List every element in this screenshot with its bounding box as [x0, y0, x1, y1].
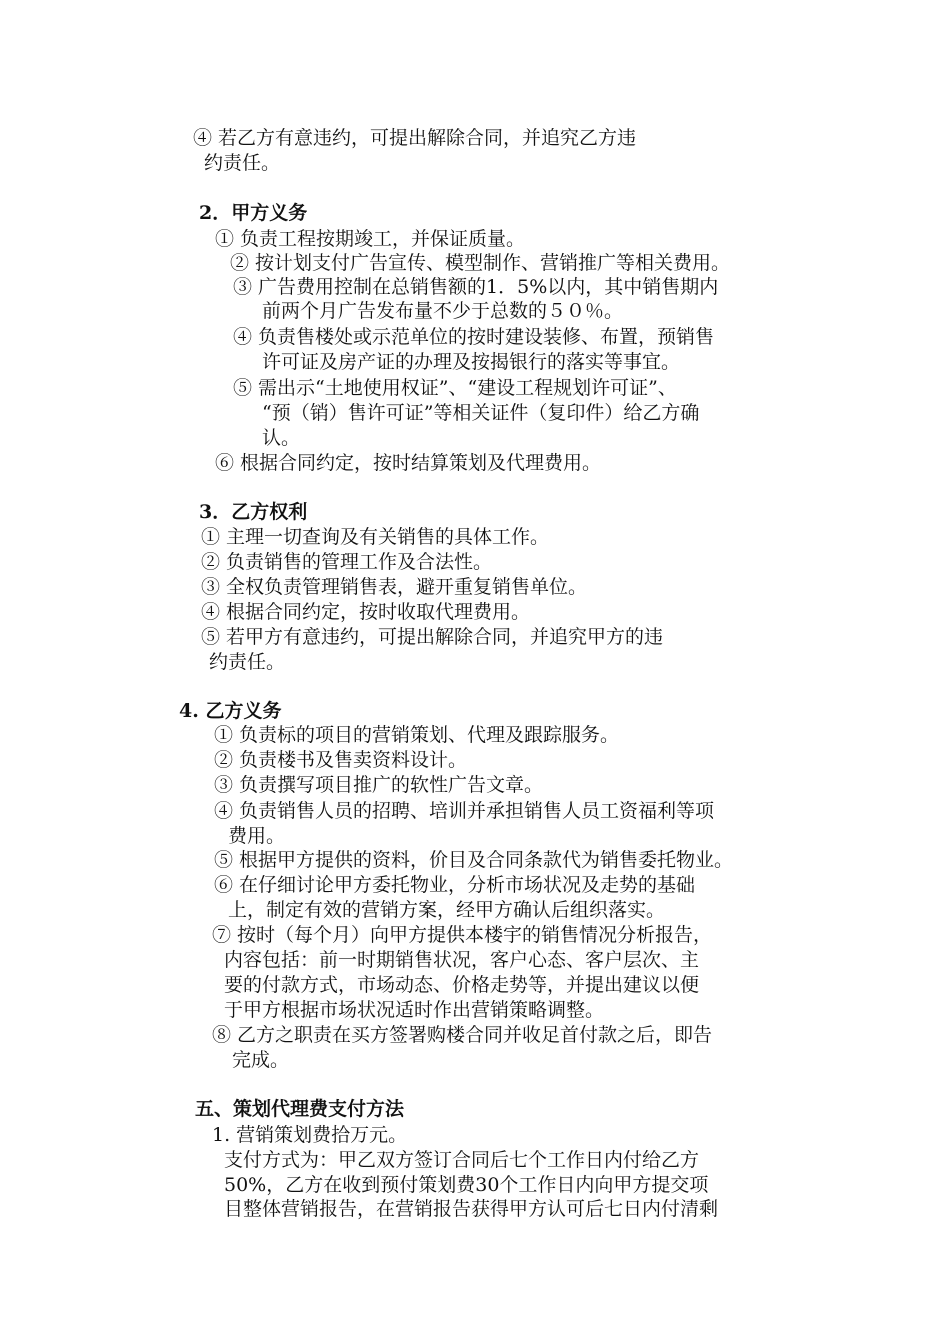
text-line: ④ 负责售楼处或示范单位的按时建设装修、布置，预销售	[233, 326, 715, 348]
text-line: 前两个月广告发布量不少于总数的５０％。	[262, 300, 624, 322]
section-heading: 4. 乙方义务	[179, 700, 282, 722]
text-line: ⑥ 根据合同约定，按时结算策划及代理费用。	[215, 452, 602, 474]
text-line: 认。	[262, 427, 301, 449]
text-line: ④ 根据合同约定，按时收取代理费用。	[201, 601, 531, 623]
text-line: 约责任。	[209, 651, 286, 673]
section-heading: 五、策划代理费支付方法	[195, 1098, 405, 1120]
text-line: ① 主理一切查询及有关销售的具体工作。	[201, 526, 550, 548]
text-line: ① 负责工程按期竣工，并保证质量。	[215, 228, 526, 250]
text-line: 完成。	[232, 1049, 290, 1071]
text-line: ② 负责楼书及售卖资料设计。	[214, 749, 468, 771]
text-line: ④ 负责销售人员的招聘、培训并承担销售人员工资福利等项	[214, 800, 715, 822]
text-line: ③ 负责撰写项目推广的软性广告文章。	[214, 774, 544, 796]
text-line: ② 负责销售的管理工作及合法性。	[201, 551, 493, 573]
text-line: 1. 营销策划费拾万元。	[212, 1124, 408, 1146]
text-line: ⑦ 按时（每个月）向甲方提供本楼宇的销售情况分析报告，	[212, 924, 713, 946]
text-line: ③ 广告费用控制在总销售额的1．5%以内，其中销售期内	[233, 276, 719, 298]
section-heading: 3．乙方权利	[199, 501, 308, 523]
text-line: 于甲方根据市场状况适时作出营销策略调整。	[224, 999, 605, 1021]
text-line: ⑤ 需出示“土地使用权证”、“建设工程规划许可证”、	[233, 377, 677, 399]
text-line: ③ 全权负责管理销售表，避开重复销售单位。	[201, 576, 588, 598]
text-line: ⑧ 乙方之职责在买方签署购楼合同并收足首付款之后，即告	[212, 1024, 713, 1046]
text-line: ⑤ 若甲方有意违约，可提出解除合同，并追究甲方的违	[201, 626, 664, 648]
text-line: 目整体营销报告，在营销报告获得甲方认可后七日内付清剩	[224, 1198, 719, 1220]
text-line: ⑤ 根据甲方提供的资料，价目及合同条款代为销售委托物业。	[214, 849, 734, 871]
text-line: 50%，乙方在收到预付策划费30个工作日内向甲方提交项	[224, 1174, 709, 1196]
text-line: 许可证及房产证的办理及按揭银行的落实等事宜。	[262, 351, 681, 373]
text-line: 费用。	[228, 825, 286, 847]
section-heading: 2．甲方义务	[199, 202, 308, 224]
text-line: 内容包括：前一时期销售状况，客户心态、客户层次、主	[224, 949, 700, 971]
text-line: ⑥ 在仔细讨论甲方委托物业，分析市场状况及走势的基础	[214, 874, 696, 896]
text-line: ② 按计划支付广告宣传、模型制作、营销推广等相关费用。	[230, 252, 731, 274]
text-line: “预（销）售许可证”等相关证件（复印件）给乙方确	[262, 402, 700, 424]
text-line: 支付方式为：甲乙双方签订合同后七个工作日内付给乙方	[224, 1149, 700, 1171]
text-line: ④ 若乙方有意违约，可提出解除合同，并追究乙方违	[193, 127, 637, 149]
text-line: 约责任。	[204, 152, 281, 174]
text-line: 要的付款方式，市场动态、价格走势等，并提出建议以便	[224, 974, 700, 996]
text-line: 上，制定有效的营销方案，经甲方确认后组织落实。	[228, 899, 666, 921]
text-line: ① 负责标的项目的营销策划、代理及跟踪服务。	[214, 724, 620, 746]
